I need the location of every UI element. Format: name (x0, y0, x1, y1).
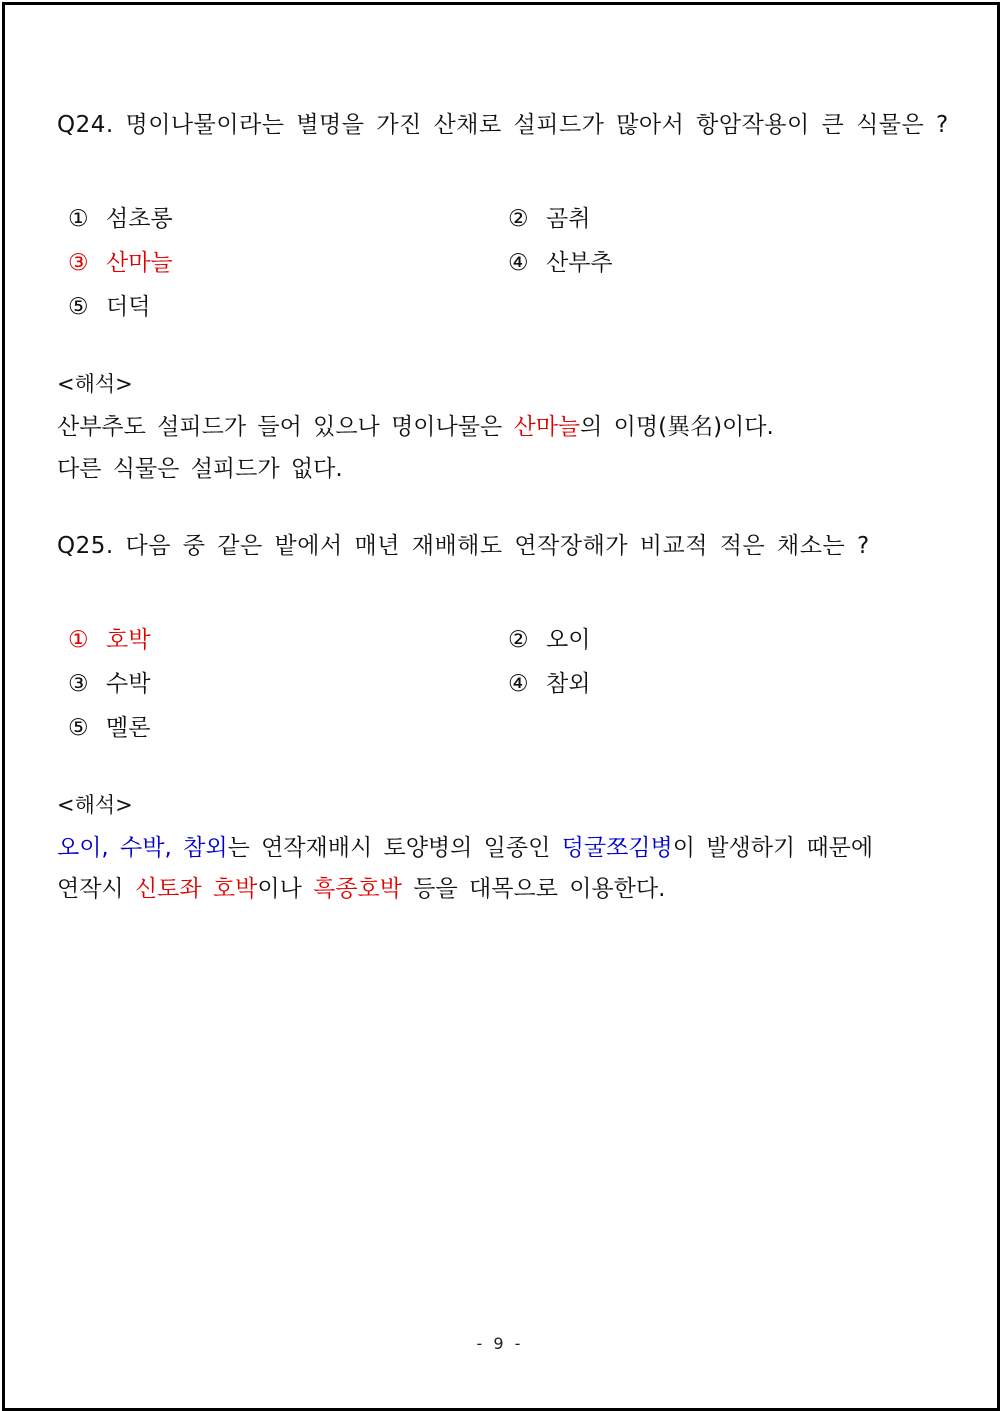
q24-explanation-text: 산부추도 설피드가 들어 있으나 명이나물은 (57, 414, 514, 440)
q25-explanation-text-tail: 등을 대목으로 이용한다. (402, 876, 666, 902)
q25-option-4 (508, 665, 590, 698)
q24-option-4 (508, 244, 613, 277)
q24-option-5-text: 더덕 (106, 294, 151, 320)
q25-explanation-rootstock-2: 흑종호박 (313, 876, 402, 902)
page-number: - 9 - (476, 1334, 524, 1353)
q25-option-4-text: 참외 (546, 671, 591, 697)
q25-explanation-text-start: 연작시 (57, 876, 135, 902)
q24-option-5-number: ⑤ (68, 294, 89, 320)
q24-option-1-number: ① (68, 206, 89, 232)
q25-option-3 (68, 665, 150, 698)
q24-option-1-text: 섬초롱 (106, 206, 173, 232)
q25-option-2-number: ② (508, 627, 529, 653)
q24-explanation-answer: 산마늘 (513, 414, 581, 440)
q25-explanation-affected-crops: 오이, 수박, 참외 (57, 835, 228, 861)
q25-option-4-number: ④ (508, 671, 529, 697)
q25-explanation-rootstock-1: 신토좌 호박 (134, 876, 258, 902)
question-24-title: Q24. 명이나물이라는 별명을 가진 산채로 설피드가 많아서 항암작용이 큰 식물은 ? (57, 112, 949, 138)
q25-option-5-number: ⑤ (68, 715, 89, 741)
q24-explanation-label: <해석> (57, 372, 133, 396)
q25-option-1-text: 호박 (106, 627, 151, 653)
q25-explanation-disease: 덩굴쪼김병 (561, 835, 673, 861)
q24-option-2 (508, 200, 590, 233)
q25-explanation-line-1 (57, 829, 873, 862)
q24-option-5 (68, 288, 150, 321)
q25-option-5-text: 멜론 (106, 715, 151, 741)
q25-option-3-text: 수박 (106, 671, 151, 697)
q24-explanation-line-2: 다른 식물은 설피드가 없다. (57, 456, 343, 482)
q25-option-3-number: ③ (68, 671, 89, 697)
q25-explanation-text: 는 연작재배시 토양병의 일종인 (227, 835, 562, 861)
q24-option-1 (68, 200, 173, 233)
q25-explanation-line-2 (57, 870, 665, 903)
q25-explanation-text-end: 이 발생하기 때문에 (672, 835, 874, 861)
q24-option-2-text: 곰취 (546, 206, 591, 232)
q25-option-5 (68, 709, 150, 742)
q24-option-4-number: ④ (508, 250, 529, 276)
q25-option-1-number: ① (68, 627, 89, 653)
q24-explanation-line-1 (57, 408, 774, 441)
q24-explanation-text-end: 의 이명(異名)이다. (580, 414, 774, 440)
q24-option-3-number: ③ (68, 250, 89, 276)
q24-option-3-answer (68, 244, 173, 277)
q24-option-2-number: ② (508, 206, 529, 232)
question-25-title: Q25. 다음 중 같은 밭에서 매년 재배해도 연작장해가 비교적 적은 채소는 ? (57, 533, 870, 559)
q24-option-3-text: 산마늘 (106, 250, 173, 276)
q24-option-4-text: 산부추 (546, 250, 613, 276)
q25-option-2 (508, 621, 590, 654)
q25-option-2-text: 오이 (546, 627, 591, 653)
q25-explanation-label: <해석> (57, 793, 133, 817)
q25-explanation-text-mid: 이나 (257, 876, 314, 902)
q25-option-1-answer (68, 621, 150, 654)
